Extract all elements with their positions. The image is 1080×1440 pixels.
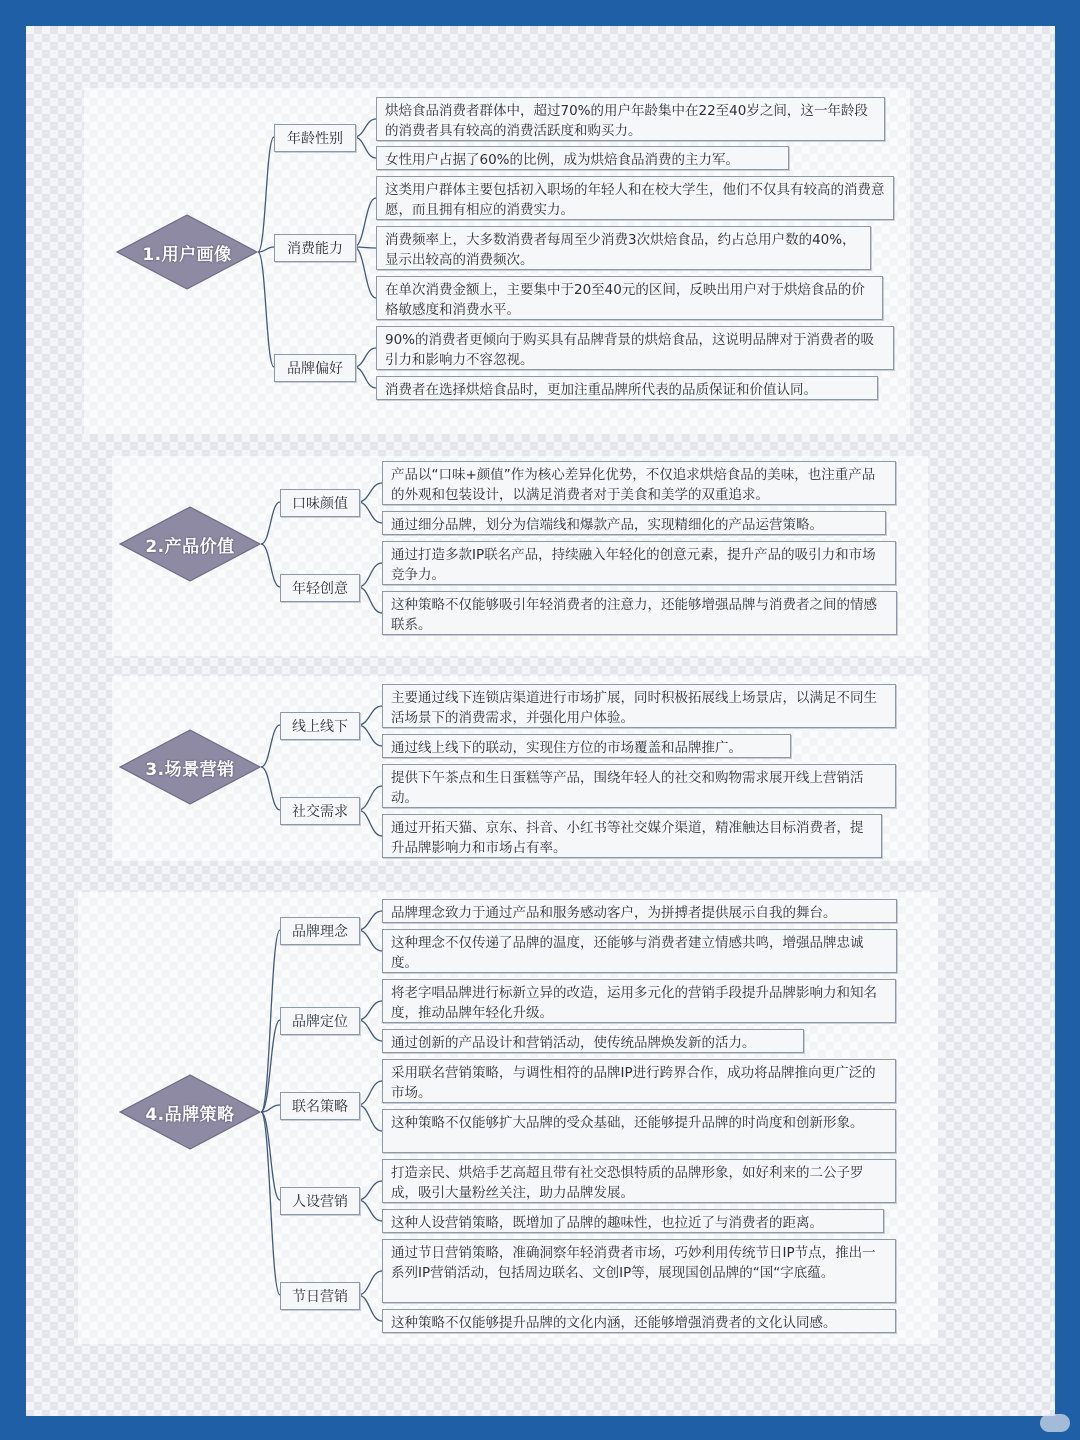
leaf-note: 通过打造多款IP联名产品，持续融入年轻化的创意元素，提升产品的吸引力和市场竞争力。: [382, 541, 896, 585]
leaf-note: 产品以“口味+颜值”作为核心差异化优势，不仅追求烘焙食品的美味，也注重产品的外观和包装设计，以满足消费者对于美食和美学的双重追求。: [382, 461, 896, 505]
leaf-note: 采用联名营销策略，与调性相符的品牌IP进行跨界合作，成功将品牌推向更广泛的市场。: [382, 1059, 896, 1103]
branch-node: 社交需求: [280, 797, 360, 825]
branch-node: 人设营销: [280, 1187, 360, 1215]
leaf-note: 这种策略不仅能够吸引年轻消费者的注意力，还能够增强品牌与消费者之间的情感联系。: [382, 591, 897, 635]
leaf-note: 通过细分品牌，划分为信端线和爆款产品，实现精细化的产品运营策略。: [382, 511, 886, 535]
branch-node: 品牌理念: [280, 917, 360, 945]
leaf-note: 这种人设营销策略，既增加了品牌的趣味性，也拉近了与消费者的距离。: [382, 1209, 884, 1233]
leaf-note: 将老字唱品牌进行标新立异的改造，运用多元化的营销手段提升品牌影响力和知名度，推动品牌年轻化升级。: [382, 979, 896, 1023]
branch-node: 联名策略: [280, 1092, 360, 1120]
topic-diamond: [119, 729, 261, 805]
branch-node: 口味颜值: [280, 489, 360, 517]
branch-node: 年轻创意: [280, 574, 360, 602]
leaf-note: 打造亲民、烘焙手艺高超且带有社交恐惧特质的品牌形象，如好利来的二公子罗成，吸引大量粉丝关注，助力品牌发展。: [382, 1159, 896, 1203]
leaf-note: 在单次消费金额上，主要集中于20至40元的区间，反映出用户对于烘焙食品的价格敏感度和消费水平。: [376, 276, 883, 320]
topic-title: 3.场景营销: [145, 759, 235, 780]
branch-node: 节日营销: [280, 1282, 360, 1310]
leaf-note: 女性用户占据了60%的比例，成为烘焙食品消费的主力军。: [376, 146, 789, 170]
topic-title: 2.产品价值: [145, 536, 235, 557]
branch-node: 消费能力: [274, 234, 356, 262]
topic-diamond: [119, 506, 261, 582]
leaf-note: 通过线上线下的联动，实现住方位的市场覆盖和品牌推广。: [382, 734, 791, 758]
leaf-note: 这种理念不仅传递了品牌的温度，还能够与消费者建立情感共鸣，增强品牌忠诚度。: [382, 929, 897, 973]
leaf-note: 消费频率上，大多数消费者每周至少消费3次烘焙食品，约占总用户数的40%，显示出较高的消费频次。: [376, 226, 871, 270]
leaf-note: 这种策略不仅能够提升品牌的文化内涵，还能够增强消费者的文化认同感。: [382, 1309, 896, 1333]
leaf-note: 通过创新的产品设计和营销活动，使传统品牌焕发新的活力。: [382, 1029, 804, 1053]
topic-title: 1.用户画像: [142, 244, 232, 265]
topic-diamond: [116, 214, 258, 290]
leaf-note: 90%的消费者更倾向于购买具有品牌背景的烘焙食品，这说明品牌对于消费者的吸引力和影响力不容忽视。: [376, 326, 894, 370]
leaf-note: 品牌理念致力于通过产品和服务感动客户，为拼搏者提供展示自我的舞台。: [382, 899, 897, 923]
branch-node: 年龄性别: [274, 124, 356, 152]
watermark-logo: [1040, 1414, 1070, 1432]
branch-node: 品牌定位: [280, 1007, 360, 1035]
leaf-note: 主要通过线下连锁店渠道进行市场扩展，同时积极拓展线上场景店，以满足不同生活场景下的消费需求，并强化用户体验。: [382, 684, 896, 728]
leaf-note: 消费者在选择烘焙食品时，更加注重品牌所代表的品质保证和价值认同。: [376, 376, 878, 400]
leaf-note: 通过节日营销策略，准确洞察年轻消费者市场，巧妙利用传统节日IP节点，推出一系列IP营销活动，包括周边联名、文创IP等，展现国创品牌的“国“字底蕴。: [382, 1239, 896, 1303]
topic-diamond: [119, 1074, 261, 1150]
leaf-note: 这种策略不仅能够扩大品牌的受众基础，还能够提升品牌的时尚度和创新形象。: [382, 1109, 896, 1153]
leaf-note: 这类用户群体主要包括初入职场的年轻人和在校大学生，他们不仅具有较高的消费意愿，而且拥有相应的消费实力。: [376, 176, 894, 220]
branch-node: 品牌偏好: [274, 354, 356, 382]
branch-node: 线上线下: [280, 712, 360, 740]
leaf-note: 提供下午茶点和生日蛋糕等产品，围绕年轻人的社交和购物需求展开线上营销活动。: [382, 764, 896, 808]
topic-title: 4.品牌策略: [145, 1104, 235, 1125]
leaf-note: 通过开拓天猫、京东、抖音、小红书等社交媒介渠道，精准触达目标消费者，提升品牌影响力和市场占有率。: [382, 814, 882, 858]
leaf-note: 烘焙食品消费者群体中，超过70%的用户年龄集中在22至40岁之间，这一年龄段的消费者具有较高的消费活跃度和购买力。: [376, 97, 885, 141]
